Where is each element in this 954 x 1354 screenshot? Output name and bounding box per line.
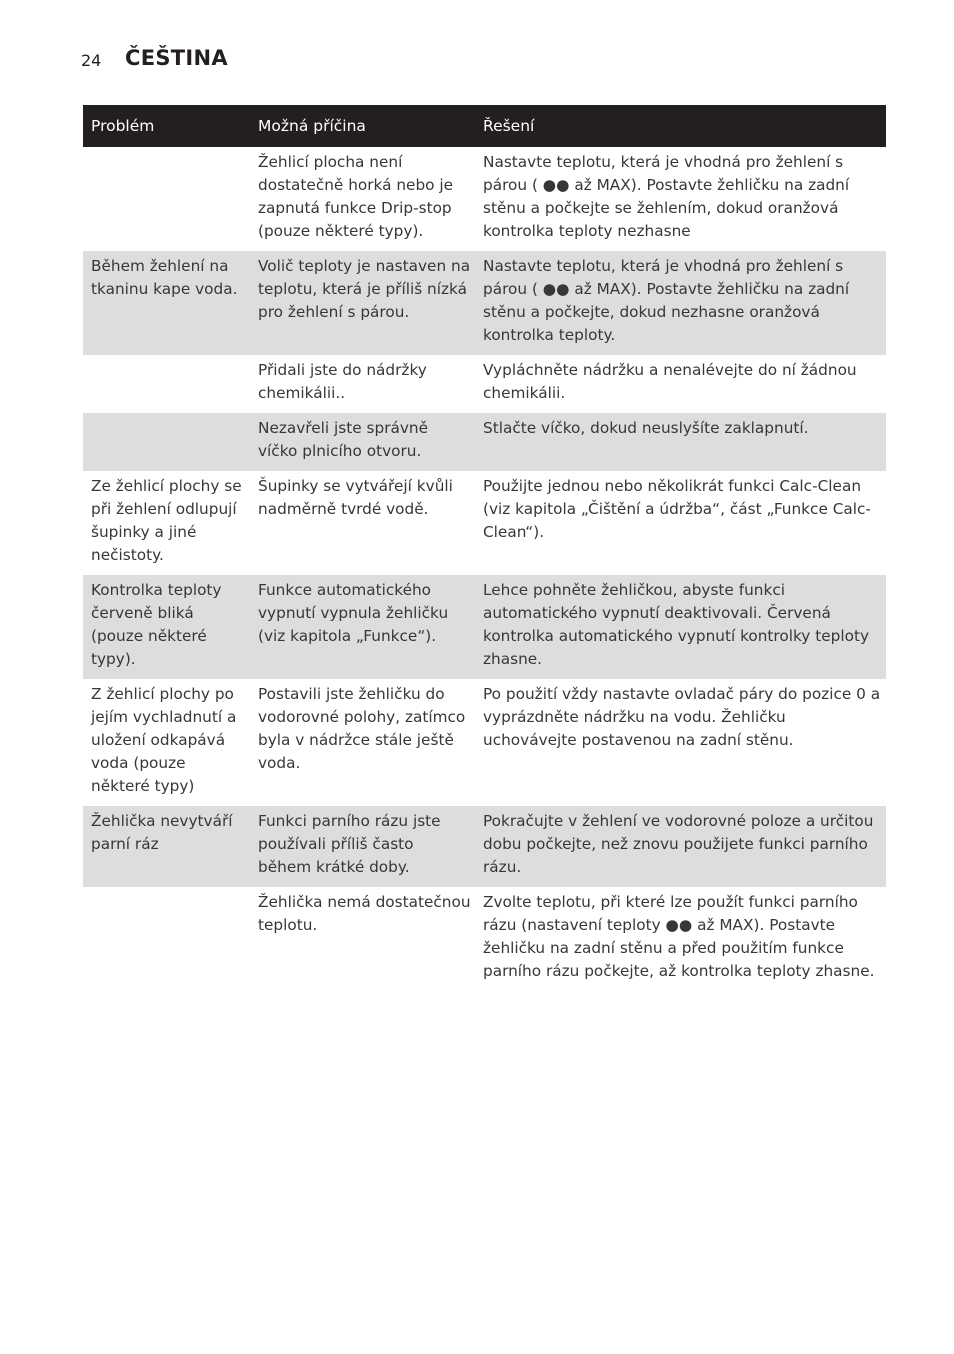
cell-problem (83, 413, 250, 471)
table-row (83, 806, 886, 887)
page-number: 24 (81, 51, 102, 70)
cell-cause: Žehlicí plocha není dostatečně horká nebo je zapnutá funkce Drip-stop (pouze některé typy). (258, 153, 454, 240)
header-solution: Řešení (475, 105, 886, 147)
table-row (83, 679, 886, 806)
table-row (83, 251, 886, 355)
cell-problem (83, 355, 250, 413)
cell-problem (83, 887, 250, 991)
header-problem: Problém (83, 105, 250, 147)
table-row (83, 471, 886, 575)
table-row (83, 887, 886, 991)
table-row (83, 575, 886, 679)
troubleshooting-table (83, 105, 886, 991)
cell-cause: Žehlička nemá dostatečnou teplotu. (258, 893, 471, 934)
cell-solution: Stlačte víčko, dokud neuslyšíte zaklapnutí. (475, 413, 886, 471)
cell-problem: Kontrolka teploty červeně bliká (pouze některé typy). (83, 575, 250, 679)
cell-problem (83, 147, 250, 251)
cell-problem: Během žehlení na tkaninu kape voda. (83, 251, 250, 355)
cell-cause: Šupinky se vytvářejí kvůli nadměrně tvrdé vodě. (258, 477, 453, 518)
cell-cause: Postavili jste žehličku do vodorovné polohy, zatímco byla v nádržce stále ještě voda. (258, 685, 466, 772)
cell-solution: Zvolte teplotu, při které lze použít funkci parního rázu (nastavení teploty ●● až MAX). Postavte žehličku na zadní stěnu a před použitím funkce parního rázu počkejte, až kontrolka teploty zhasne. (483, 893, 875, 980)
cell-solution: Lehce pohněte žehličkou, abyste funkci automatického vypnutí deaktivovali. Červená kontrolka automatického vypnutí kontrolky teploty zhasne. (475, 575, 886, 679)
cell-cause: Přidali jste do nádržky chemikálii.. (258, 361, 427, 402)
page-title: ČEŠTINA (125, 46, 228, 70)
cell-problem: Žehlička nevytváří parní ráz (83, 806, 250, 887)
cell-cause: Nezavřeli jste správně víčko plnicího otvoru. (250, 413, 475, 471)
cell-solution: Pokračujte v žehlení ve vodorovné poloze a určitou dobu počkejte, než znovu použijete funkci parního rázu. (475, 806, 886, 887)
cell-solution: Použijte jednou nebo několikrát funkci Calc-Clean (viz kapitola „Čištění a údržba“, část „Funkce Calc-Clean“). (483, 477, 871, 541)
table-row (83, 413, 886, 471)
cell-solution: Nastavte teplotu, která je vhodná pro žehlení s párou ( ●● až MAX). Postavte žehličku na zadní stěnu a počkejte se žehlením, dokud oranžová kontrolka teploty nezhasne (483, 153, 850, 240)
header-cause: Možná příčina (250, 105, 475, 147)
cell-solution: Nastavte teplotu, která je vhodná pro žehlení s párou ( ●● až MAX). Postavte žehličku na zadní stěnu a počkejte, dokud nezhasne oranžová kontrolka teploty. (475, 251, 886, 355)
cell-cause: Funkci parního rázu jste používali příliš často během krátké doby. (250, 806, 475, 887)
header-row (83, 105, 886, 147)
cell-problem: Z žehlicí plochy po jejím vychladnutí a uložení odkapává voda (pouze některé typy) (91, 685, 237, 795)
table-row (83, 147, 886, 251)
cell-solution: Vypláchněte nádržku a nenalévejte do ní žádnou chemikálii. (483, 361, 857, 402)
cell-cause: Funkce automatického vypnutí vypnula žehličku (viz kapitola „Funkce“). (250, 575, 475, 679)
table-header (83, 105, 886, 147)
table-row (83, 355, 886, 413)
cell-cause: Volič teploty je nastaven na teplotu, která je příliš nízká pro žehlení s párou. (250, 251, 475, 355)
table-body (83, 147, 886, 991)
cell-problem: Ze žehlicí plochy se při žehlení odlupují šupinky a jiné nečistoty. (91, 477, 242, 564)
cell-solution: Po použití vždy nastavte ovladač páry do pozice 0 a vyprázdněte nádržku na vodu. Žehličku uchovávejte postavenou na zadní stěnu. (483, 685, 881, 749)
